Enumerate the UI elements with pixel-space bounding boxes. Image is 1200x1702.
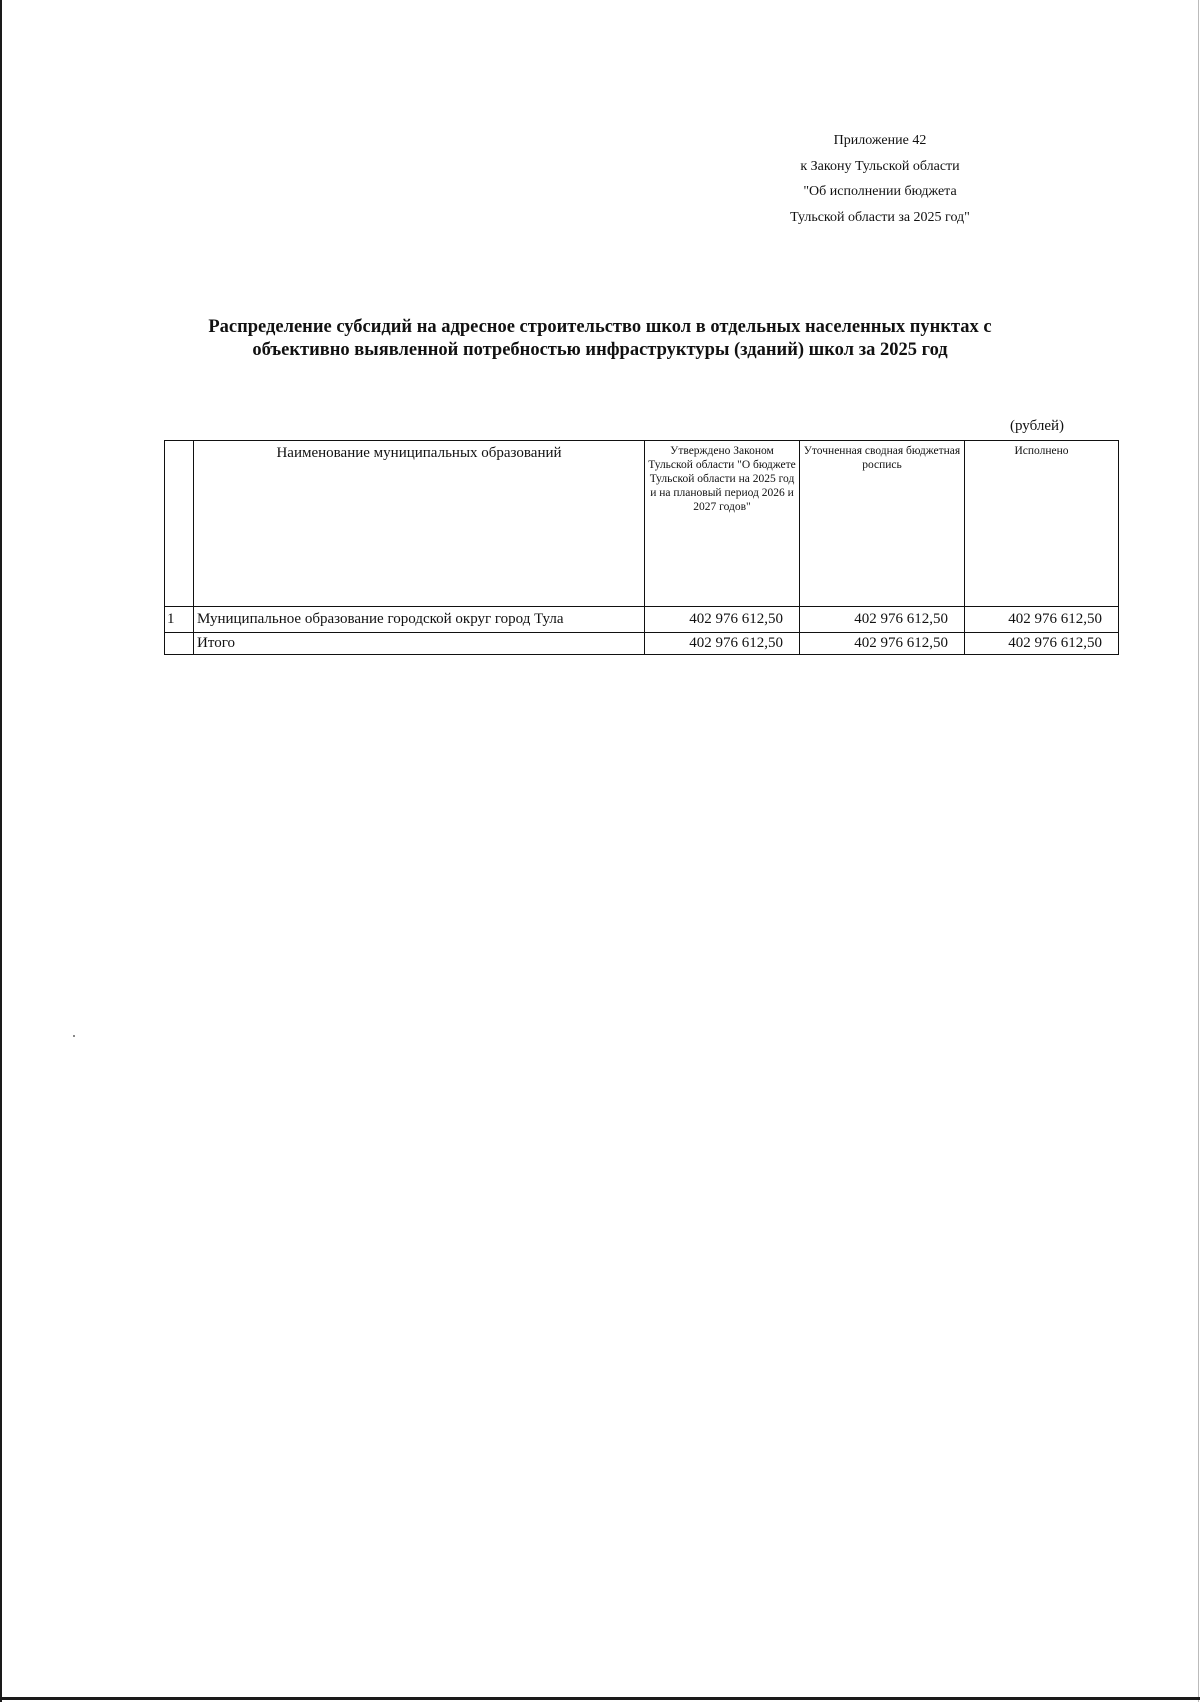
table-row (165, 607, 1119, 633)
row-number: 1 (165, 607, 194, 633)
units-label: (рублей) (1010, 418, 1065, 434)
appendix-note (730, 128, 1030, 230)
header-approved: Утверждено Законом Тульской области "О бюджете Тульской области на 2025 год и на плановый период 2026 и 2027 годов" (645, 441, 800, 607)
appendix-line-2: к Закону Тульской области (800, 158, 960, 174)
row-name: Муниципальное образование городской округ город Тула (194, 607, 645, 633)
subsidy-table (164, 440, 1119, 655)
total-number (165, 633, 194, 655)
scan-edge-right (1198, 0, 1199, 1702)
document-title (150, 316, 1050, 362)
header-name: Наименование муниципальных образований (194, 441, 645, 607)
total-name: Итого (194, 633, 645, 655)
scan-speck (73, 1035, 75, 1037)
total-refined: 402 976 612,50 (800, 633, 965, 655)
appendix-line-3: "Об исполнении бюджета (803, 184, 957, 199)
appendix-line-1: Приложение 42 (833, 133, 927, 148)
title-line-1: Распределение субсидий на адресное строительство школ в отдельных населенных пунктах с (208, 317, 992, 337)
total-approved: 402 976 612,50 (645, 633, 800, 655)
table-total-row (165, 633, 1119, 655)
header-number (165, 441, 194, 607)
scan-edge-bottom (0, 1697, 1200, 1700)
row-executed: 402 976 612,50 (965, 607, 1119, 633)
header-executed: Исполнено (965, 441, 1119, 607)
appendix-line-4: Тульской области за 2025 год" (790, 209, 970, 225)
title-line-2: объективно выявленной потребностью инфраструктуры (зданий) школ за 2025 год (252, 340, 948, 360)
row-refined: 402 976 612,50 (800, 607, 965, 633)
header-refined: Уточненная сводная бюджетная роспись (800, 441, 965, 607)
row-approved: 402 976 612,50 (645, 607, 800, 633)
total-executed: 402 976 612,50 (965, 633, 1119, 655)
table-header-row (165, 441, 1119, 607)
scan-edge-left (0, 0, 2, 1702)
